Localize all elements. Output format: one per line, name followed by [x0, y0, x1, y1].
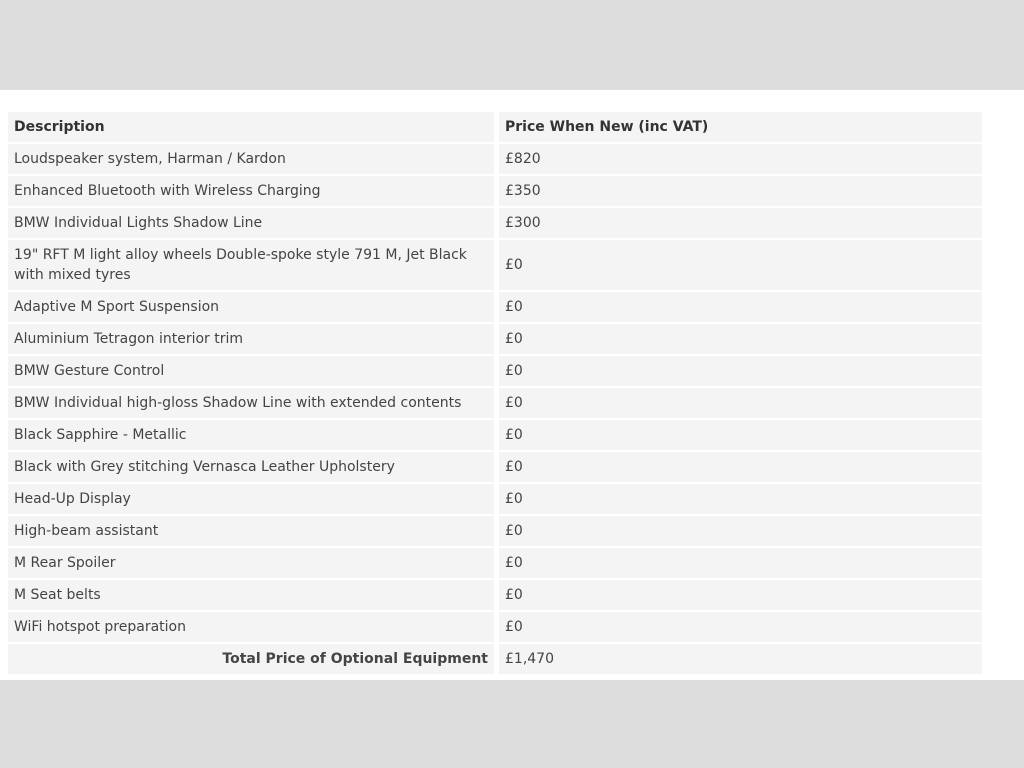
row-price: £0: [499, 452, 982, 482]
table-body: [8, 144, 982, 674]
table-row: [8, 176, 982, 206]
table-row: [8, 612, 982, 642]
row-description: WiFi hotspot preparation: [8, 612, 499, 642]
table-row: [8, 484, 982, 514]
row-price: £0: [499, 356, 982, 386]
row-description: Black with Grey stitching Vernasca Leather Upholstery: [8, 452, 499, 482]
row-description: Head-Up Display: [8, 484, 499, 514]
table-row: [8, 324, 982, 354]
table-row: [8, 240, 982, 290]
row-description: M Rear Spoiler: [8, 548, 499, 578]
table-row: [8, 420, 982, 450]
table-row: [8, 452, 982, 482]
table-row: [8, 516, 982, 546]
table-row: [8, 580, 982, 610]
row-price: £0: [499, 324, 982, 354]
table-row: [8, 548, 982, 578]
table-row: [8, 144, 982, 174]
options-panel: [0, 90, 1024, 680]
row-price: £0: [499, 484, 982, 514]
row-description: Aluminium Tetragon interior trim: [8, 324, 499, 354]
row-description: Adaptive M Sport Suspension: [8, 292, 499, 322]
table-row: [8, 388, 982, 418]
table-row: [8, 208, 982, 238]
optional-equipment-table: [8, 110, 982, 676]
row-price: £0: [499, 292, 982, 322]
total-row: [8, 644, 982, 674]
row-description: 19" RFT M light alloy wheels Double-spoke style 791 M, Jet Black with mixed tyres: [8, 240, 499, 290]
table-row: [8, 292, 982, 322]
row-description: BMW Gesture Control: [8, 356, 499, 386]
row-description: Enhanced Bluetooth with Wireless Charging: [8, 176, 499, 206]
row-price: £0: [499, 580, 982, 610]
row-price: £0: [499, 612, 982, 642]
row-description: M Seat belts: [8, 580, 499, 610]
total-value: £1,470: [499, 644, 982, 674]
row-description: BMW Individual Lights Shadow Line: [8, 208, 499, 238]
row-price: £820: [499, 144, 982, 174]
row-description: Black Sapphire - Metallic: [8, 420, 499, 450]
row-description: BMW Individual high-gloss Shadow Line with extended contents: [8, 388, 499, 418]
row-price: £0: [499, 240, 982, 290]
table-row: [8, 356, 982, 386]
row-price: £300: [499, 208, 982, 238]
total-label: Total Price of Optional Equipment: [8, 644, 499, 674]
row-price: £0: [499, 388, 982, 418]
header-price: Price When New (inc VAT): [499, 112, 982, 142]
row-price: £350: [499, 176, 982, 206]
header-description: Description: [8, 112, 499, 142]
table-header-row: [8, 112, 982, 142]
row-price: £0: [499, 420, 982, 450]
row-price: £0: [499, 548, 982, 578]
row-price: £0: [499, 516, 982, 546]
row-description: Loudspeaker system, Harman / Kardon: [8, 144, 499, 174]
row-description: High-beam assistant: [8, 516, 499, 546]
